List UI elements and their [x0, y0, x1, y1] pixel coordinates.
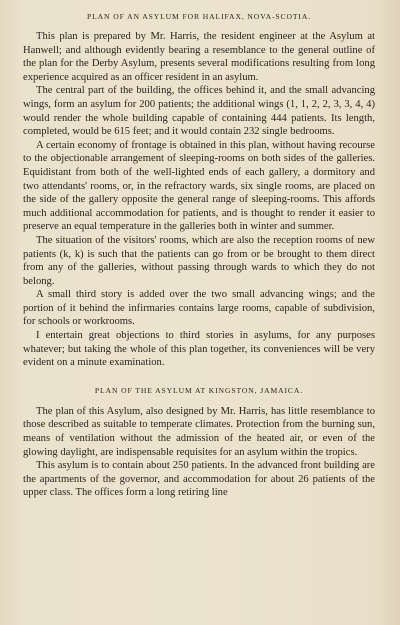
paragraph: A small third story is added over the two small advancing wings; and the portion of it behind the infirmaries contains large rooms, capable of subdivision, for schools or workrooms. [23, 289, 375, 328]
paragraph: This plan is prepared by Mr. Harris, the resident engineer at the Asylum at Hanwell; and although evidently bearing a resemblance to the general outline of the plan for the Derby Asylum, presents several modifications resulting from long experience acquired as an officer resident in an asylum. [23, 31, 375, 83]
paragraph: The central part of the building, the offices behind it, and the small advancing wings, form an asylum for 200 patients; the additional wings (1, 1, 2, 2, 3, 3, 4, 4) would render the whole building capable of containing 444 patients. Its length, completed, would be 615 feet; and it would contain 232 single bedrooms. [23, 85, 375, 138]
paragraph: This asylum is to contain about 250 patients. In the advanced front building are the apartments of the governor, and accommodation for about 26 patients of the upper class. The offices form a long retiring line [23, 460, 375, 499]
paragraph: I entertain great objections to third stories in asylums, for any purposes whatever; but taking the whole of this plan together, its conveniences will be very evident on a minute examination. [23, 330, 375, 369]
paragraph: A certain economy of frontage is obtained in this plan, without having recourse to the objectionable arrangement of sleeping-rooms on both sides of the galleries. Equidistant from both of the well-lighted ends of each gallery, a dormitory and two attendants' rooms, or, in the refractory wards, six single rooms, are placed on the side of the gallery opposite the general range of sleeping-rooms. This affords much additional accommodation for patients, and is thought to render it easier to preserve an equal temperature in the galleries both in winter and summer. [23, 139, 375, 233]
section-heading-halifax: PLAN OF AN ASYLUM FOR HALIFAX, NOVA-SCOTIA. [86, 12, 312, 21]
section-heading-kingston: PLAN OF THE ASYLUM AT KINGSTON, JAMAICA. [94, 385, 304, 395]
paragraph: The plan of this Asylum, also designed by Mr. Harris, has little resemblance to those described as suitable to temperate climates. Protection from the burning sun, means of ventilation without the admission of the heated air, or even of the glowing daylight, are indispensable requisites for an asylum within the tropics. [23, 405, 375, 458]
paragraph: The situation of the visitors' rooms, which are also the reception rooms of new patients (k, k) is such that the patients can go from or be brought to them direct from any of the galleries, without passing through wards to which they do not belong. [23, 234, 375, 287]
